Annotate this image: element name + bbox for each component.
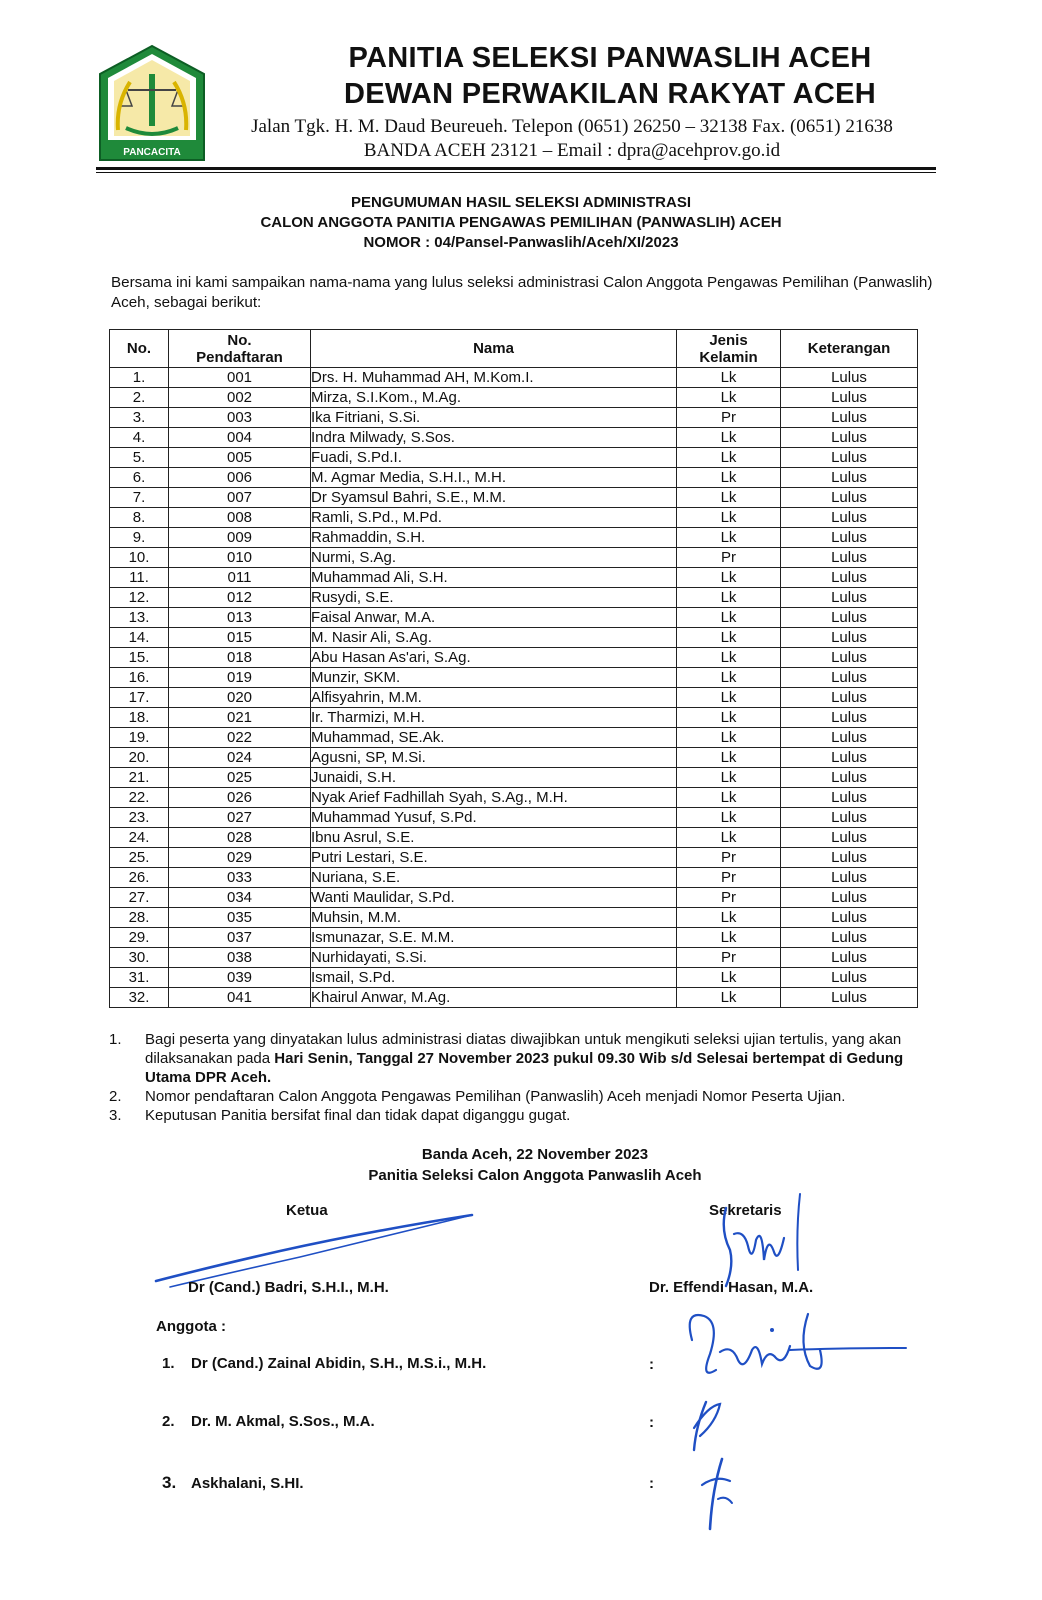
- cell-gender: Lk: [677, 728, 781, 748]
- cell-name: M. Nasir Ali, S.Ag.: [311, 628, 677, 648]
- table-body: [110, 368, 918, 1008]
- cell-remark: Lulus: [781, 728, 918, 748]
- cell-registration: 037: [169, 928, 311, 948]
- cell-no: 30.: [110, 948, 169, 968]
- header-no: No.: [110, 330, 169, 368]
- place-date-block: [300, 1144, 770, 1186]
- header-gender-line1: Jenis: [709, 331, 748, 349]
- cell-registration: 005: [169, 448, 311, 468]
- cell-gender: Pr: [677, 868, 781, 888]
- table-row: [110, 668, 918, 688]
- cell-remark: Lulus: [781, 428, 918, 448]
- cell-registration: 015: [169, 628, 311, 648]
- cell-no: 1.: [110, 368, 169, 388]
- results-table: [109, 329, 918, 1008]
- header-gender-line2: Kelamin: [699, 348, 758, 366]
- cell-gender: Lk: [677, 668, 781, 688]
- cell-registration: 033: [169, 868, 311, 888]
- table-row: [110, 608, 918, 628]
- cell-no: 9.: [110, 528, 169, 548]
- table-row: [110, 628, 918, 648]
- table-row: [110, 968, 918, 988]
- table-row: [110, 388, 918, 408]
- chair-name: Dr (Cand.) Badri, S.H.I., M.H.: [188, 1279, 389, 1296]
- member-name: Askhalani, S.HI.: [191, 1475, 304, 1492]
- pancacita-logo: [96, 44, 208, 162]
- table-row: [110, 408, 918, 428]
- cell-no: 27.: [110, 888, 169, 908]
- cell-name: Nurmi, S.Ag.: [311, 548, 677, 568]
- announcement-subtitle: CALON ANGGOTA PANITIA PENGAWAS PEMILIHAN (PANWASLIH) ACEH: [260, 214, 782, 231]
- note-text: Nomor pendaftaran Calon Anggota Pengawas Pemilihan (Panwaslih) Aceh menjadi Nomor Peserta Ujian.: [145, 1088, 846, 1105]
- table-row: [110, 748, 918, 768]
- table-row: [110, 768, 918, 788]
- cell-registration: 027: [169, 808, 311, 828]
- cell-gender: Lk: [677, 628, 781, 648]
- cell-no: 31.: [110, 968, 169, 988]
- cell-remark: Lulus: [781, 648, 918, 668]
- cell-no: 16.: [110, 668, 169, 688]
- cell-gender: Lk: [677, 528, 781, 548]
- place-date: Banda Aceh, 22 November 2023: [421, 1146, 649, 1163]
- cell-remark: Lulus: [781, 688, 918, 708]
- cell-gender: Lk: [677, 508, 781, 528]
- table-row: [110, 508, 918, 528]
- table-row: [110, 588, 918, 608]
- cell-name: Ramli, S.Pd., M.Pd.: [311, 508, 677, 528]
- cell-gender: Lk: [677, 428, 781, 448]
- table-row: [110, 368, 918, 388]
- cell-no: 29.: [110, 928, 169, 948]
- note-item: [109, 1030, 919, 1087]
- cell-name: Muhammad Yusuf, S.Pd.: [311, 808, 677, 828]
- cell-remark: Lulus: [781, 928, 918, 948]
- table-row: [110, 708, 918, 728]
- cell-registration: 009: [169, 528, 311, 548]
- cell-remark: Lulus: [781, 368, 918, 388]
- cell-name: Muhsin, M.M.: [311, 908, 677, 928]
- cell-no: 23.: [110, 808, 169, 828]
- member-colon: :: [649, 1356, 654, 1373]
- cell-registration: 029: [169, 848, 311, 868]
- cell-no: 13.: [110, 608, 169, 628]
- cell-gender: Lk: [677, 968, 781, 988]
- cell-name: Muhammad, SE.Ak.: [311, 728, 677, 748]
- cell-name: M. Agmar Media, S.H.I., M.H.: [311, 468, 677, 488]
- cell-remark: Lulus: [781, 828, 918, 848]
- member-colon: :: [649, 1475, 654, 1492]
- table-row: [110, 988, 918, 1008]
- cell-remark: Lulus: [781, 848, 918, 868]
- cell-name: Drs. H. Muhammad AH, M.Kom.I.: [311, 368, 677, 388]
- note-number: 1.: [109, 1031, 122, 1048]
- secretary-label: Sekretaris: [709, 1202, 782, 1219]
- member-signature-2: [686, 1396, 746, 1456]
- cell-no: 32.: [110, 988, 169, 1008]
- cell-registration: 012: [169, 588, 311, 608]
- cell-name: Agusni, SP, M.Si.: [311, 748, 677, 768]
- cell-registration: 002: [169, 388, 311, 408]
- cell-no: 28.: [110, 908, 169, 928]
- cell-name: Nyak Arief Fadhillah Syah, S.Ag., M.H.: [311, 788, 677, 808]
- cell-gender: Lk: [677, 988, 781, 1008]
- cell-name: Rahmaddin, S.H.: [311, 528, 677, 548]
- cell-gender: Lk: [677, 648, 781, 668]
- cell-no: 2.: [110, 388, 169, 408]
- committee-name: Panitia Seleksi Calon Anggota Panwaslih Aceh: [368, 1167, 702, 1184]
- cell-name: Nuriana, S.E.: [311, 868, 677, 888]
- cell-name: Wanti Maulidar, S.Pd.: [311, 888, 677, 908]
- cell-remark: Lulus: [781, 948, 918, 968]
- cell-name: Alfisyahrin, M.M.: [311, 688, 677, 708]
- cell-gender: Lk: [677, 908, 781, 928]
- cell-gender: Lk: [677, 368, 781, 388]
- header-gender: [677, 330, 781, 368]
- cell-no: 6.: [110, 468, 169, 488]
- table-row: [110, 528, 918, 548]
- letterhead-address: Jalan Tgk. H. M. Daud Beureueh. Telepon (0651) 26250 – 32138 Fax. (0651) 21638: [251, 116, 893, 137]
- cell-gender: Lk: [677, 448, 781, 468]
- cell-registration: 022: [169, 728, 311, 748]
- announcement-number: NOMOR : 04/Pansel-Panwaslih/Aceh/XI/2023: [363, 234, 679, 251]
- cell-name: Muhammad Ali, S.H.: [311, 568, 677, 588]
- cell-remark: Lulus: [781, 788, 918, 808]
- cell-gender: Lk: [677, 608, 781, 628]
- cell-remark: Lulus: [781, 408, 918, 428]
- cell-name: Nurhidayati, S.Si.: [311, 948, 677, 968]
- note-bold-text: Hari Senin, Tanggal 27 November 2023 pukul 09.30 Wib s/d Selesai bertempat di Gedung Utama DPR Aceh.: [145, 1050, 904, 1086]
- secretary-name: Dr. Effendi Hasan, M.A.: [649, 1279, 814, 1296]
- cell-no: 15.: [110, 648, 169, 668]
- table-row: [110, 788, 918, 808]
- cell-no: 25.: [110, 848, 169, 868]
- header-remark: Keterangan: [781, 330, 918, 368]
- letterhead-subtitle: DEWAN PERWAKILAN RAKYAT ACEH: [343, 78, 877, 110]
- table-row: [110, 548, 918, 568]
- cell-remark: Lulus: [781, 908, 918, 928]
- cell-no: 21.: [110, 768, 169, 788]
- cell-no: 18.: [110, 708, 169, 728]
- cell-registration: 025: [169, 768, 311, 788]
- table-row: [110, 648, 918, 668]
- letterhead-title: PANITIA SELEKSI PANWASLIH ACEH: [348, 42, 872, 74]
- cell-no: 17.: [110, 688, 169, 708]
- member-colon: :: [649, 1414, 654, 1431]
- cell-remark: Lulus: [781, 528, 918, 548]
- cell-registration: 028: [169, 828, 311, 848]
- letterhead-rule-thick: [96, 167, 936, 170]
- cell-registration: 008: [169, 508, 311, 528]
- cell-gender: Pr: [677, 888, 781, 908]
- member-name: Dr (Cand.) Zainal Abidin, S.H., M.S.i., M.H.: [191, 1355, 487, 1372]
- cell-no: 24.: [110, 828, 169, 848]
- cell-remark: Lulus: [781, 568, 918, 588]
- cell-name: Ika Fitriani, S.Si.: [311, 408, 677, 428]
- notes-list: [109, 1030, 919, 1125]
- cell-registration: 006: [169, 468, 311, 488]
- cell-no: 19.: [110, 728, 169, 748]
- cell-no: 14.: [110, 628, 169, 648]
- cell-remark: Lulus: [781, 548, 918, 568]
- cell-registration: 034: [169, 888, 311, 908]
- cell-name: Indra Milwady, S.Sos.: [311, 428, 677, 448]
- header-registration: [169, 330, 311, 368]
- cell-gender: Lk: [677, 808, 781, 828]
- note-text: Keputusan Panitia bersifat final dan tidak dapat diganggu gugat.: [145, 1107, 571, 1124]
- table-row: [110, 848, 918, 868]
- cell-remark: Lulus: [781, 608, 918, 628]
- cell-name: Munzir, SKM.: [311, 668, 677, 688]
- cell-name: Junaidi, S.H.: [311, 768, 677, 788]
- cell-gender: Lk: [677, 388, 781, 408]
- cell-remark: Lulus: [781, 488, 918, 508]
- cell-no: 20.: [110, 748, 169, 768]
- letterhead-rule-thin: [96, 172, 936, 173]
- chair-label: Ketua: [286, 1202, 328, 1219]
- cell-name: Abu Hasan As'ari, S.Ag.: [311, 648, 677, 668]
- cell-gender: Lk: [677, 748, 781, 768]
- cell-no: 5.: [110, 448, 169, 468]
- table-row: [110, 868, 918, 888]
- table-row: [110, 568, 918, 588]
- announcement-title: PENGUMUMAN HASIL SELEKSI ADMINISTRASI: [350, 194, 692, 211]
- cell-gender: Pr: [677, 848, 781, 868]
- cell-registration: 010: [169, 548, 311, 568]
- table-header-row: [110, 330, 918, 368]
- cell-registration: 011: [169, 568, 311, 588]
- members-label: Anggota :: [156, 1318, 226, 1335]
- header-registration-line2: Pendaftaran: [196, 348, 283, 366]
- member-name: Dr. M. Akmal, S.Sos., M.A.: [191, 1413, 375, 1430]
- cell-gender: Lk: [677, 688, 781, 708]
- cell-remark: Lulus: [781, 588, 918, 608]
- cell-name: Faisal Anwar, M.A.: [311, 608, 677, 628]
- cell-gender: Lk: [677, 588, 781, 608]
- cell-remark: Lulus: [781, 468, 918, 488]
- cell-remark: Lulus: [781, 768, 918, 788]
- cell-gender: Lk: [677, 568, 781, 588]
- note-number: 3.: [109, 1107, 122, 1124]
- cell-registration: 018: [169, 648, 311, 668]
- cell-registration: 003: [169, 408, 311, 428]
- cell-no: 4.: [110, 428, 169, 448]
- table-row: [110, 488, 918, 508]
- table-row: [110, 688, 918, 708]
- intro-paragraph: Bersama ini kami sampaikan nama-nama yang lulus seleksi administrasi Calon Anggota Pengawas Pemilihan (Panwaslih) Aceh, sebagai berikut:: [111, 274, 933, 311]
- cell-name: Mirza, S.I.Kom., M.Ag.: [311, 388, 677, 408]
- cell-registration: 013: [169, 608, 311, 628]
- table-row: [110, 728, 918, 748]
- cell-gender: Pr: [677, 548, 781, 568]
- cell-remark: Lulus: [781, 628, 918, 648]
- member-number: 1.: [162, 1355, 175, 1372]
- cell-remark: Lulus: [781, 708, 918, 728]
- cell-gender: Pr: [677, 948, 781, 968]
- cell-registration: 024: [169, 748, 311, 768]
- logo-text: PANCACITA: [123, 147, 181, 158]
- cell-registration: 021: [169, 708, 311, 728]
- cell-registration: 007: [169, 488, 311, 508]
- cell-name: Dr Syamsul Bahri, S.E., M.M.: [311, 488, 677, 508]
- member-signature-1: [680, 1300, 910, 1410]
- note-text: Bagi peserta yang dinyatakan lulus administrasi diatas diwajibkan untuk mengikuti seleksi ujian tertulis, yang akan dilaksanakan pada: [145, 1031, 902, 1067]
- cell-no: 7.: [110, 488, 169, 508]
- cell-remark: Lulus: [781, 448, 918, 468]
- member-number: 3.: [162, 1473, 177, 1492]
- cell-name: Ibnu Asrul, S.E.: [311, 828, 677, 848]
- cell-no: 8.: [110, 508, 169, 528]
- cell-no: 11.: [110, 568, 169, 588]
- note-item: [109, 1087, 919, 1106]
- cell-name: Ir. Tharmizi, M.H.: [311, 708, 677, 728]
- note-item: [109, 1106, 919, 1125]
- cell-name: Rusydi, S.E.: [311, 588, 677, 608]
- cell-gender: Lk: [677, 788, 781, 808]
- cell-gender: Lk: [677, 468, 781, 488]
- cell-no: 12.: [110, 588, 169, 608]
- cell-registration: 035: [169, 908, 311, 928]
- cell-remark: Lulus: [781, 868, 918, 888]
- cell-name: Khairul Anwar, M.Ag.: [311, 988, 677, 1008]
- table-row: [110, 888, 918, 908]
- cell-no: 22.: [110, 788, 169, 808]
- cell-no: 10.: [110, 548, 169, 568]
- cell-name: Fuadi, S.Pd.I.: [311, 448, 677, 468]
- cell-registration: 041: [169, 988, 311, 1008]
- cell-name: Ismail, S.Pd.: [311, 968, 677, 988]
- table-row: [110, 948, 918, 968]
- member-signature-3: [696, 1455, 746, 1535]
- cell-gender: Pr: [677, 408, 781, 428]
- table-row: [110, 908, 918, 928]
- cell-remark: Lulus: [781, 508, 918, 528]
- cell-name: Ismunazar, S.E. M.M.: [311, 928, 677, 948]
- cell-registration: 004: [169, 428, 311, 448]
- cell-remark: Lulus: [781, 888, 918, 908]
- cell-registration: 039: [169, 968, 311, 988]
- cell-remark: Lulus: [781, 668, 918, 688]
- cell-registration: 038: [169, 948, 311, 968]
- cell-remark: Lulus: [781, 988, 918, 1008]
- cell-registration: 019: [169, 668, 311, 688]
- cell-no: 26.: [110, 868, 169, 888]
- header-name: Nama: [311, 330, 677, 368]
- cell-gender: Lk: [677, 708, 781, 728]
- table-row: [110, 808, 918, 828]
- letterhead-contact: BANDA ACEH 23121 – Email : dpra@acehprov.go.id: [363, 140, 781, 161]
- cell-gender: Lk: [677, 928, 781, 948]
- cell-registration: 026: [169, 788, 311, 808]
- cell-no: 3.: [110, 408, 169, 428]
- table-row: [110, 428, 918, 448]
- cell-remark: Lulus: [781, 388, 918, 408]
- cell-remark: Lulus: [781, 808, 918, 828]
- cell-gender: Lk: [677, 828, 781, 848]
- cell-registration: 001: [169, 368, 311, 388]
- cell-name: Putri Lestari, S.E.: [311, 848, 677, 868]
- note-number: 2.: [109, 1088, 122, 1105]
- member-number: 2.: [162, 1413, 175, 1430]
- table-row: [110, 468, 918, 488]
- cell-gender: Lk: [677, 488, 781, 508]
- table-row: [110, 828, 918, 848]
- cell-remark: Lulus: [781, 968, 918, 988]
- header-registration-line1: No.: [227, 331, 252, 349]
- cell-gender: Lk: [677, 768, 781, 788]
- table-row: [110, 448, 918, 468]
- cell-registration: 020: [169, 688, 311, 708]
- table-row: [110, 928, 918, 948]
- cell-remark: Lulus: [781, 748, 918, 768]
